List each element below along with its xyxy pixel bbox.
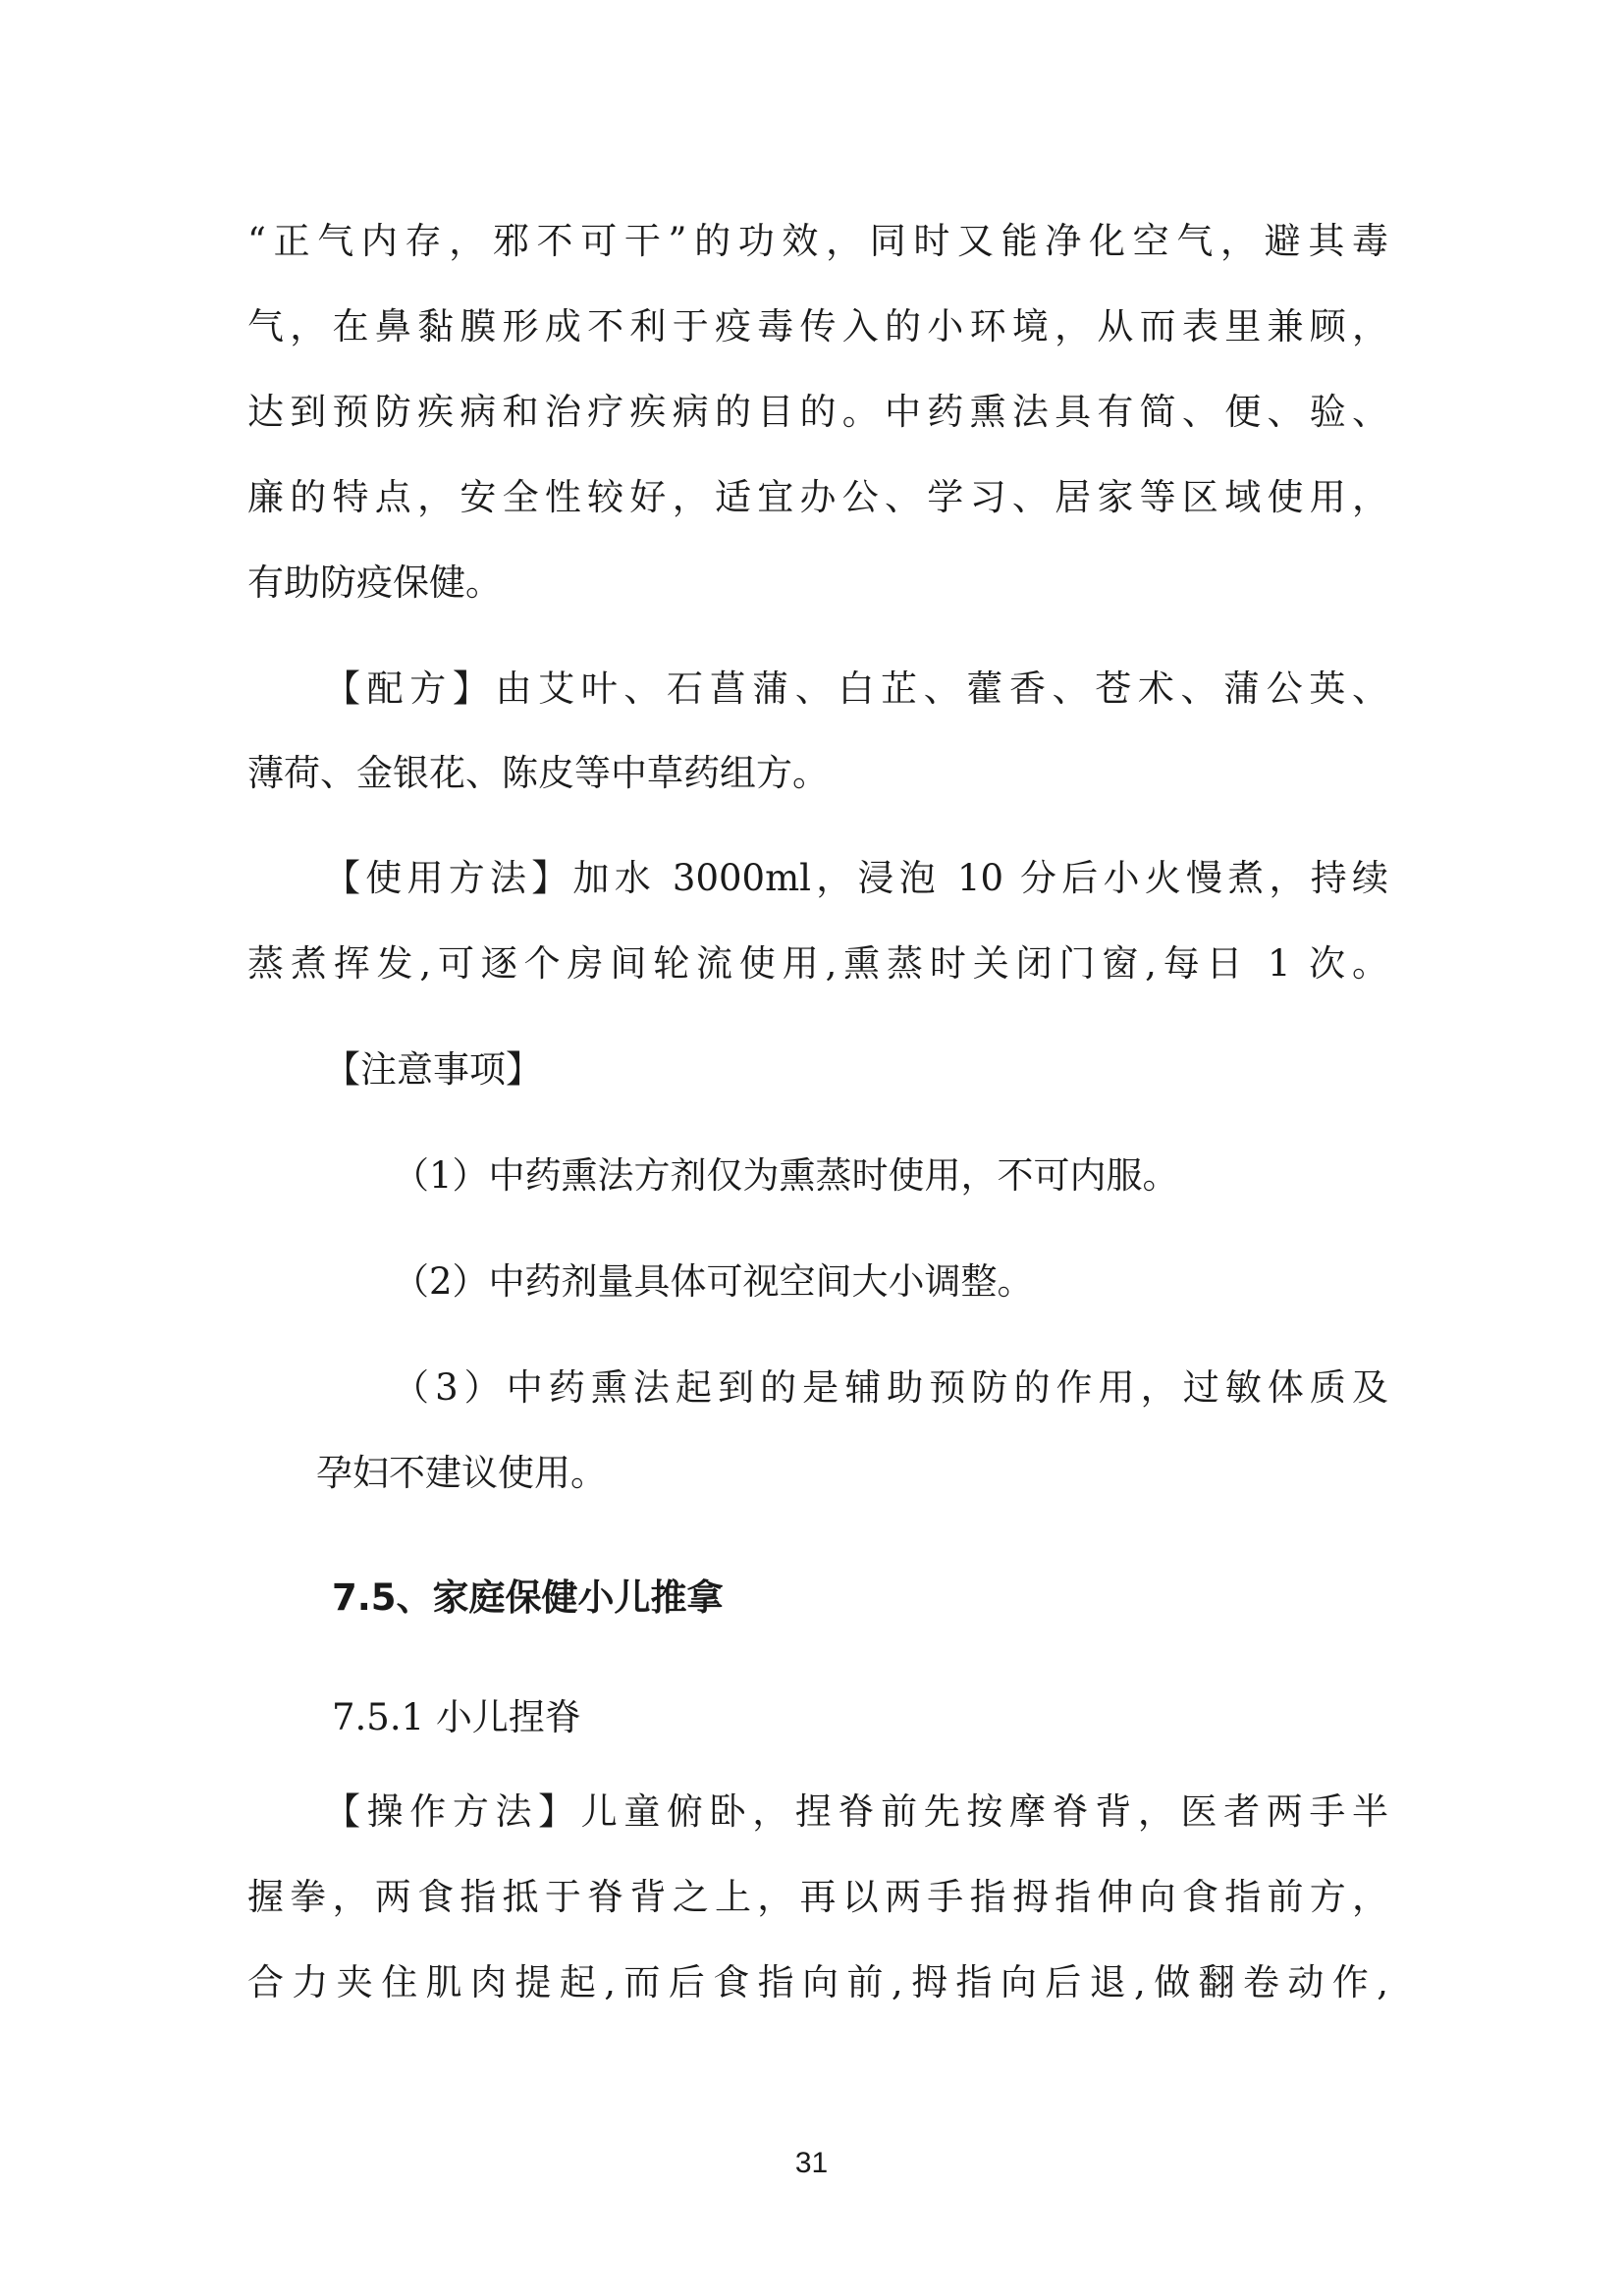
intro-line-4: 廉的特点，安全性较好，适宜办公、学习、居家等区域使用， <box>247 476 1388 518</box>
method-line-3: 合力夹住肌肉提起,而后食指向前,拇指向后退,做翻卷动作, <box>247 1961 1388 2003</box>
note-item-3-continued: 孕妇不建议使用。 <box>316 1452 607 1494</box>
page-number: 31 <box>794 2147 829 2179</box>
note-item-2: （2）中药剂量具体可视空间大小调整。 <box>393 1260 1034 1303</box>
notes-title: 【注意事项】 <box>324 1048 542 1091</box>
usage-line-1: 【使用方法】加水 3000ml，浸泡 10 分后小火慢煮，持续 <box>324 857 1388 899</box>
intro-line-2: 气，在鼻黏膜形成不利于疫毒传入的小环境，从而表里兼顾， <box>247 305 1388 347</box>
note-item-3: （3）中药熏法起到的是辅助预防的作用，过敏体质及 <box>393 1366 1388 1409</box>
method-line-2: 握拳，两食指抵于脊背之上，再以两手指拇指伸向食指前方， <box>247 1876 1388 1918</box>
formula-line-2: 薄荷、金银花、陈皮等中草药组方。 <box>247 752 829 794</box>
formula-line-1: 【配方】由艾叶、石菖蒲、白芷、藿香、苍术、蒲公英、 <box>324 667 1388 710</box>
usage-line-2: 蒸煮挥发,可逐个房间轮流使用,熏蒸时关闭门窗,每日 1 次。 <box>247 942 1388 985</box>
intro-line-5: 有助防疫保健。 <box>247 561 502 604</box>
intro-line-1: “正气内存，邪不可干”的功效，同时又能净化空气，避其毒 <box>247 220 1388 262</box>
section-heading: 7.5、家庭保健小儿推拿 <box>332 1576 724 1619</box>
method-line-1: 【操作方法】儿童俯卧，捏脊前先按摩脊背，医者两手半 <box>324 1790 1388 1833</box>
note-item-1: （1）中药熏法方剂仅为熏蒸时使用，不可内服。 <box>393 1154 1179 1197</box>
section-subheading: 7.5.1 小儿捏脊 <box>332 1696 581 1738</box>
intro-line-3: 达到预防疾病和治疗疾病的目的。中药熏法具有简、便、验、 <box>247 391 1388 433</box>
